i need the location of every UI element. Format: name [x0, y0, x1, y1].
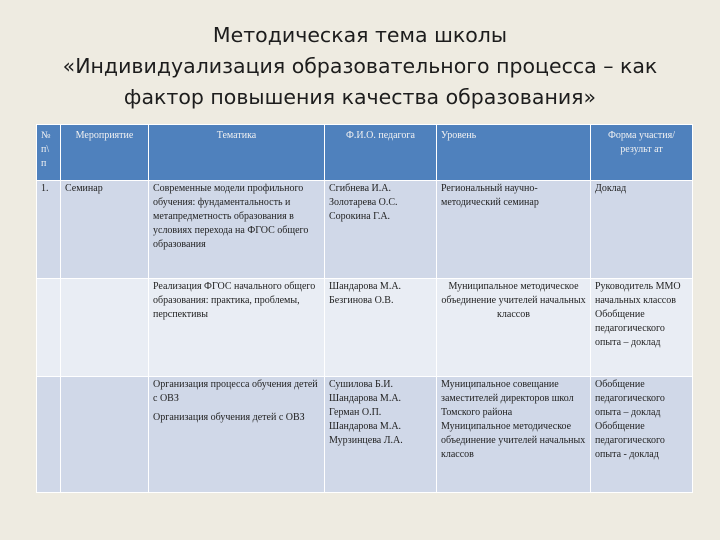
- teacher-entry: Сушилова Б.И. Шандарова М.А. Герман О.П.: [329, 379, 402, 418]
- header-num: № п\ п: [37, 125, 61, 181]
- cell-teacher: Сгибнева И.А. Золотарева О.С. Сорокина Г.А.: [325, 181, 437, 279]
- table-row: [37, 181, 693, 279]
- cell-num: 1.: [37, 181, 61, 279]
- cell-teacher: [325, 377, 437, 493]
- cell-num: [37, 377, 61, 493]
- header-topic: Тематика: [149, 125, 325, 181]
- header-event: Мероприятие: [61, 125, 149, 181]
- cell-event: Семинар: [61, 181, 149, 279]
- cell-num: [37, 279, 61, 377]
- table-header-row: [37, 125, 693, 181]
- form-entry: Обобщение педагогического опыта - доклад: [595, 421, 665, 460]
- cell-level: [437, 377, 591, 493]
- cell-form: Руководитель ММО начальных классов Обобщение педагогического опыта – доклад: [591, 279, 693, 377]
- cell-teacher: Шандарова М.А. Безгинова О.В.: [325, 279, 437, 377]
- cell-form: [591, 377, 693, 493]
- teacher-entry: Шандарова М.А. Мурзинцева Л.А.: [329, 421, 403, 446]
- topic-entry: Организация процесса обучения детей с ОВЗ: [153, 379, 318, 404]
- level-entry: Муниципальное методическое объединение учителей начальных классов: [441, 421, 586, 460]
- cell-event: [61, 279, 149, 377]
- cell-event: [61, 377, 149, 493]
- table-row: [37, 377, 693, 493]
- title-line-3: фактор повышения качества образования»: [123, 85, 597, 109]
- topic-entry: Организация обучения детей с ОВЗ: [153, 412, 305, 423]
- cell-level: Региональный научно-методический семинар: [437, 181, 591, 279]
- cell-level: Муниципальное методическое объединение учителей начальных классов: [437, 279, 591, 377]
- title-line-1: Методическая тема школы: [212, 23, 508, 47]
- cell-topic: Современные модели профильного обучения: фундаментальность и метапредметность образования в условиях перехода на ФГОС общего образования: [149, 181, 325, 279]
- events-table: [36, 124, 693, 493]
- slide-title: [0, 20, 720, 113]
- cell-topic: [149, 377, 325, 493]
- form-entry: Обобщение педагогического опыта – доклад: [595, 379, 665, 418]
- header-form: Форма участия/результ ат: [591, 125, 693, 181]
- cell-form: Доклад: [591, 181, 693, 279]
- title-line-2: «Индивидуализация образовательного процесса – как: [62, 54, 658, 78]
- table-row: [37, 279, 693, 377]
- header-teacher: Ф.И.О. педагога: [325, 125, 437, 181]
- cell-topic: Реализация ФГОС начального общего образования: практика, проблемы, перспективы: [149, 279, 325, 377]
- level-entry: Муниципальное совещание заместителей директоров школ Томского района: [441, 379, 574, 418]
- header-level: Уровень: [437, 125, 591, 181]
